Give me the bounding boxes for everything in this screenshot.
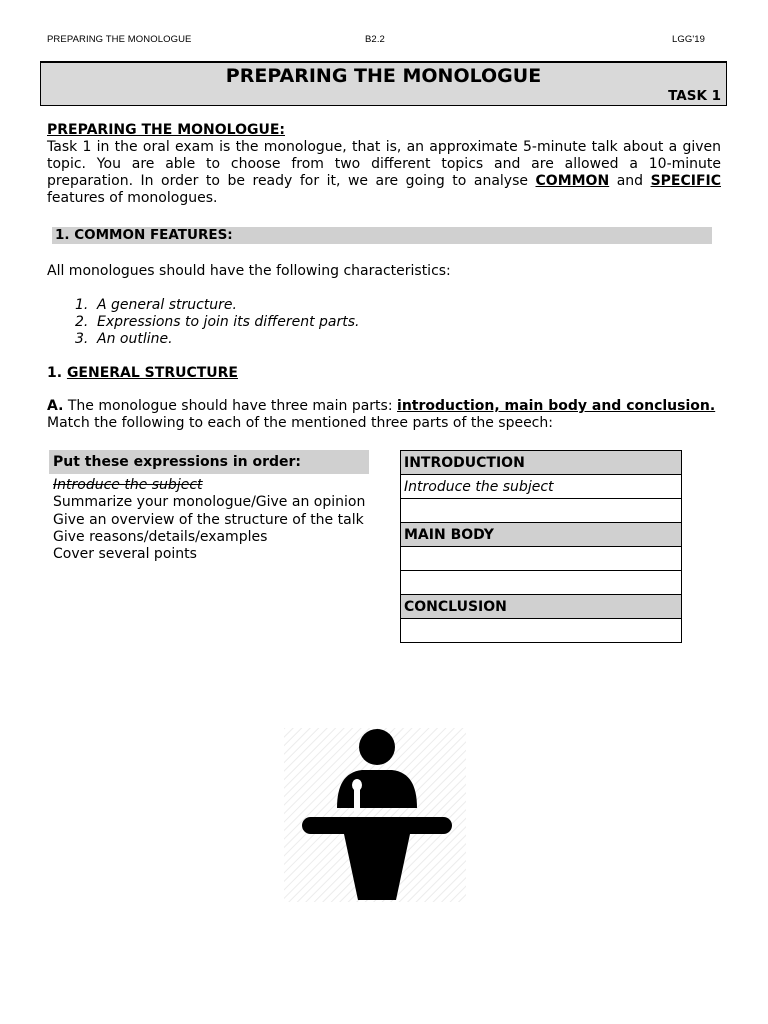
list-item-text: A general structure. [97,297,237,313]
intro-and: and [609,173,651,189]
page-title: PREPARING THE MONOLOGUE [225,65,542,87]
introduction-answer: Introduce the subject [401,475,682,499]
header-right: LGG'19 [672,34,706,45]
intro-paragraph [47,139,721,207]
main-body-header: MAIN BODY [401,523,682,547]
expression-item: Summarize your monologue/Give an opinion [53,494,366,511]
list-item-text: Expressions to join its different parts. [97,314,360,330]
introduction-blank-cell[interactable] [401,499,682,523]
header-left: PREPARING THE MONOLOGUE [47,34,192,45]
conclusion-blank-cell[interactable] [401,619,682,643]
task-label: TASK 1 [668,88,721,104]
table-row [401,523,682,547]
table-row [401,619,682,643]
table-row [401,451,682,475]
table-row [401,595,682,619]
specific-keyword: SPECIFIC [650,173,721,189]
list-item [75,331,359,348]
intro-section [47,122,721,207]
intro-text-after: features of monologues. [47,190,218,206]
introduction-header: INTRODUCTION [401,451,682,475]
title-box [40,61,727,106]
part-a-paragraph [47,398,737,432]
table-row [401,571,682,595]
general-structure-number: 1. [47,365,67,381]
section-common-features: 1. COMMON FEATURES: [52,227,712,244]
table-row [401,475,682,499]
general-structure-heading [47,365,238,381]
common-keyword: COMMON [535,173,610,189]
list-item-number: 1. [75,297,89,313]
part-a-text: The monologue should have three main parts: [63,398,398,414]
speaker-podium-icon [284,728,466,902]
characteristics-list [75,297,359,348]
list-item [75,314,359,331]
list-item-number: 2. [75,314,89,330]
main-body-blank-cell[interactable] [401,571,682,595]
answer-table [400,450,682,643]
table-row [401,499,682,523]
intro-heading: PREPARING THE MONOLOGUE: [47,122,285,138]
intro-text-before: Task 1 in the oral exam is the monologue, that is, an approximate 5-minute talk about a given topic. You are able to choose from two different topics and are allowed a 10-minute preparation. In order to be ready for it, we are going to analyse [47,139,721,189]
expressions-list [53,477,365,563]
characteristics-lead: All monologues should have the following characteristics: [47,263,451,279]
expression-item: Give reasons/details/examples [53,528,268,545]
expression-done: Introduce the subject [53,477,203,493]
expressions-header: Put these expressions in order: [49,450,369,474]
part-a-line [47,398,737,415]
main-body-blank-cell[interactable] [401,547,682,571]
expression-item: Cover several points [53,546,197,563]
list-item-number: 3. [75,331,89,347]
part-a-parts: introduction, main body and conclusion. [397,398,716,414]
list-item-text: An outline. [97,331,173,347]
expression-item: Give an overview of the structure of the talk [53,511,364,528]
conclusion-header: CONCLUSION [401,595,682,619]
part-a-label: A. [47,398,64,414]
header-center: B2.2 [365,34,385,45]
list-item [75,297,359,314]
general-structure-title: GENERAL STRUCTURE [66,365,238,381]
part-a-match-instruction: Match the following to each of the mentioned three parts of the speech: [47,415,553,431]
table-row [401,547,682,571]
